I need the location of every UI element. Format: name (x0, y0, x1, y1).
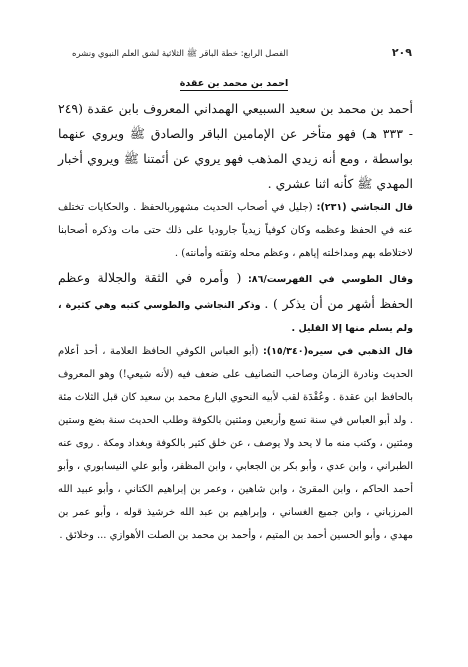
tusi-quote: ( وأمره في الثقة والجلالة وعظم الحفظ أشهر من أن يذكر ) . (58, 270, 413, 311)
dhahabi-paragraph (58, 340, 413, 547)
najashi-quote: (جليل في أصحاب الحديث مشهوربالحفظ . والحكايات تختلف عنه في الحفظ وعظمه وكان كوفياً زيدياً جاروديا على ذلك حتى مات وذكره أصحابنا لاختلاطه بهم ومداخلته إياهم ، وعظم محله وثقته وأمانته) . (58, 202, 413, 259)
section-title (0, 71, 468, 90)
chapter-title: الفصل الرابع: خطة الباقر ﷺ الثلاثية لشق العلم النبوي ونشره (72, 49, 289, 59)
najashi-paragraph (58, 196, 413, 265)
tusi-lead: وقال الطوسي في الفهرست/٨٦: (247, 274, 413, 285)
dhahabi-quote: (أبو العباس الكوفي الحافظ العلامة ، أحد أعلام الحديث ونادرة الزمان وصاحب التصانيف على ضعف فيه (لأنه شيعي!) وهو المعروف بالحافظ ابن عقدة . وعُقْدَة لقب لأبيه النحوي البارع محمد بن سعيد كان قبل الثلاث مئة . ولد أبو العباس في سنة تسع وأربعين ومئتين بالكوفة وطلب الحديث سنة بضع وستين ومئتين ، وكتب منه ما لا يحد ولا يوصف ، عن خلق كثير بالكوفة وبغداد ومكة . روى عنه الطبراني ، وابن عدي ، وأبو بكر بن الجعابي ، وابن المظفر، وأبو علي النيسابوري ، وأبو أحمد الحاكم ، وابن المقرئ ، وابن شاهين ، وعمر بن إبراهيم الكتاني ، وأبو عبيد الله المرزباني ، وابن جميع الغساني ، وإبراهيم بن عبد الله خرشيذ قوله ، وأبو عمر بن مهدي ، وأبو الحسين أحمد بن المتيم ، وأحمد بن محمد بن الصلت الأهوازي ... وخلائق . (58, 346, 413, 541)
section-title-text: احمد بن محمد بن عقدة (179, 78, 289, 89)
page-number: ٢٠٩ (391, 46, 412, 59)
body-text (58, 96, 413, 547)
running-header (72, 46, 412, 61)
tusi-tail: وذكر النجاشي والطوسي كتبه وهي كثيرة ، ولم يسلم منها إلا القليل . (58, 300, 413, 334)
tusi-paragraph (58, 265, 413, 340)
dhahabi-lead: قال الذهبي في سيره(١٥/٣٤٠): (262, 346, 413, 357)
najashi-lead: قال النجاشي (٢٣١): (316, 202, 414, 213)
intro-paragraph: أحمد بن محمد بن سعيد السبيعي الهمداني المعروف بابن عقدة (٢٤٩ - ٣٣٣ هـ) فهو متأخر عن الإمامين الباقر والصادق ﷺ ويروي عنهما بواسطة ، ومع أنه زيدي المذهب فهو يروي عن أئمتنا ﷺ ويروي أخبار المهدي ﷺ كأنه اثنا عشري . (58, 101, 413, 191)
